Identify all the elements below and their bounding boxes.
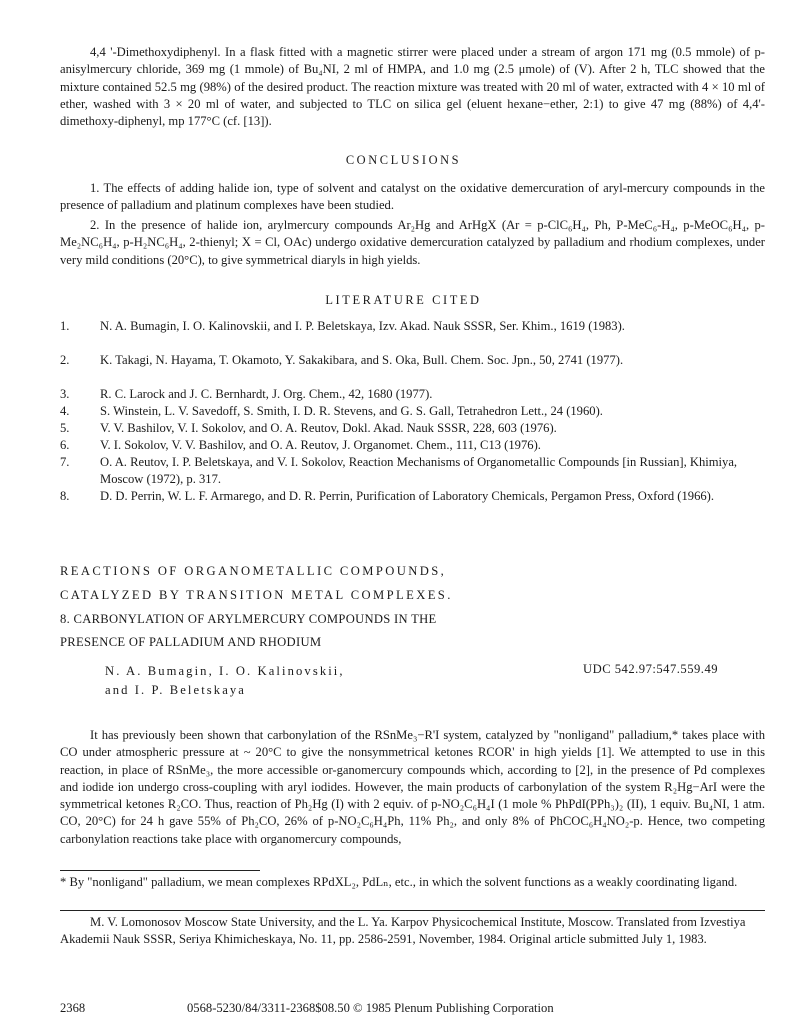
reference-number: 4. <box>60 404 70 418</box>
reference-item <box>60 454 765 489</box>
reference-item <box>60 352 765 369</box>
reference-number: 8. <box>60 489 70 503</box>
authors-line: and I. P. Beletskaya <box>105 683 246 697</box>
reference-item <box>60 403 765 420</box>
article-title-line: CATALYZED BY TRANSITION METAL COMPLEXES. <box>60 588 453 602</box>
reference-number: 7. <box>60 455 70 469</box>
reference-text: R. C. Larock and J. C. Bernhardt, J. Org. Chem., 42, 1680 (1977). <box>100 387 433 401</box>
reference-number: 2. <box>60 353 70 367</box>
article-body-paragraph: It has previously been shown that carbonylation of the RSnMe₃−R'I system, catalyzed by "nonligand" palladium,* takes place with CO under atmospheric pressure at ~ 20°C to give the nonsymmetrical ketones RCOR' in high yields [1]. We attempted to use in this reaction, in place of RSnMe₃, the more accessible or-ganomercury compounds which, according to [2], in the presence of Pd complexes and iodide ion undergo cross-coupling with aryl iodides. However, the main products of carbonylation of the system R₂Hg−ArI were the symmetrical ketones R₂CO. Thus, reaction of Ph₂Hg (I) with 2 equiv. of p-NO₂C₆H₄I (1 mole % PhPdI(PPh₃)₂ (II), 1 equiv. Bu₄NI, 1 atm. CO, 20°C) for 24 h gave 55% of Ph₂CO, 26% of p-NO₂C₆H₄Ph, 11% Ph₂, and only 8% of PhCOC₆H₄NO₂-p. Hence, two competing carbonylation reactions take place with organomercury compounds, <box>60 728 765 846</box>
authors <box>105 662 345 700</box>
reference-text: D. D. Perrin, W. L. F. Armarego, and D. R. Perrin, Purification of Laboratory Chemicals, Pergamon Press, Oxford (1966). <box>100 489 714 503</box>
reference-text: O. A. Reutov, I. P. Beletskaya, and V. I. Sokolov, Reaction Mechanisms of Organometallic Compounds [in Russian], Khimiya, Moscow (1972), p. 317. <box>100 455 738 487</box>
reference-item <box>60 437 765 454</box>
reference-number: 3. <box>60 387 70 401</box>
reference-number: 6. <box>60 438 70 452</box>
reference-text: K. Takagi, N. Hayama, T. Okamoto, Y. Sakakibara, and S. Oka, Bull. Chem. Soc. Jpn., 50, 2741 (1977). <box>100 353 624 367</box>
udc-code: UDC 542.97:547.559.49 <box>583 662 719 676</box>
conclusions-heading: CONCLUSIONS <box>345 153 462 167</box>
reference-item <box>60 420 765 437</box>
article-subtitle-line: 8. CARBONYLATION OF ARYLMERCURY COMPOUNDS IN THE <box>60 612 437 626</box>
experimental-paragraph: 4,4 '-Dimethoxydiphenyl. In a flask fitted with a magnetic stirrer were placed under a stream of argon 171 mg (0.5 mmole) of p-anisylmercury chloride, 369 mg (1 mmole) of Bu₄NI, 2 ml of HMPA, and 1.0 mg (2.5 μmole) of (V). After 2 h, TLC showed that the mixture contained 52.5 mg (98%) of the desired product. The reaction mixture was treated with 20 ml of water, extracted with 4 × 10 ml of ether, washed with 3 × 20 ml of water, and subjected to TLC on silica gel (eluent hexane−ether, 2:1) to give 47 mg (88%) of 4,4'-dimethoxy-diphenyl, mp 177°C (cf. [13]). <box>60 45 765 129</box>
reference-text: V. I. Sokolov, V. V. Bashilov, and O. A. Reutov, J. Organomet. Chem., 111, C13 (1976). <box>100 438 541 452</box>
footnote: * By "nonligand" palladium, we mean complexes RPdXL₂, PdLₙ, etc., in which the solvent functions as a weakly coordinating ligand. <box>60 875 738 889</box>
literature-heading: LITERATURE CITED <box>325 293 482 307</box>
authors-line: N. A. Bumagin, I. O. Kalinovskii, <box>105 664 345 678</box>
article-subtitle-line: PRESENCE OF PALLADIUM AND RHODIUM <box>60 635 322 649</box>
reference-text: S. Winstein, L. V. Savedoff, S. Smith, I. D. R. Stevens, and G. S. Gall, Tetrahedron Lett., 24 (1960). <box>100 404 603 418</box>
conclusion-item: 2. In the presence of halide ion, arylmercury compounds Ar₂Hg and ArHgX (Ar = p-ClC₆H₄, Ph, P-MeC₆-H₄, p-MeOC₆H₄, p-Me₂NC₆H₄, p-H₂NC₆H₄, 2-thienyl; X = Cl, OAc) undergo oxidative demercuration catalyzed by palladium and rhodium complexes, under very mild conditions (20°C), to give symmetrical diaryls in high yields. <box>60 218 765 267</box>
reference-item <box>60 386 765 403</box>
reference-number: 1. <box>60 319 70 333</box>
reference-text: N. A. Bumagin, I. O. Kalinovskii, and I. P. Beletskaya, Izv. Akad. Nauk SSSR, Ser. Khim., 1619 (1983). <box>100 319 625 333</box>
copyright-line: 0568-5230/84/3311-2368$08.50 © 1985 Plenum Publishing Corporation <box>187 1001 554 1015</box>
reference-item <box>60 318 765 335</box>
affiliation-divider <box>60 910 765 911</box>
footnote-divider <box>60 870 260 871</box>
affiliation-note: M. V. Lomonosov Moscow State University, and the L. Ya. Karpov Physicochemical Institute, Moscow. Translated from Izvestiya Akademii Nauk SSSR, Seriya Khimicheskaya, No. 11, pp. 2586-2591, November, 1984. Original article submitted July 1, 1983. <box>60 915 746 947</box>
reference-number: 5. <box>60 421 70 435</box>
page-number: 2368 <box>60 1001 86 1015</box>
reference-text: V. V. Bashilov, V. I. Sokolov, and O. A. Reutov, Dokl. Akad. Nauk SSSR, 228, 603 (1976). <box>100 421 557 435</box>
conclusion-item: 1. The effects of adding halide ion, type of solvent and catalyst on the oxidative demercuration of aryl-mercury compounds in the presence of palladium and platinum complexes have been studied. <box>60 181 765 213</box>
reference-item <box>60 488 765 505</box>
article-title-line: REACTIONS OF ORGANOMETALLIC COMPOUNDS, <box>60 564 447 578</box>
